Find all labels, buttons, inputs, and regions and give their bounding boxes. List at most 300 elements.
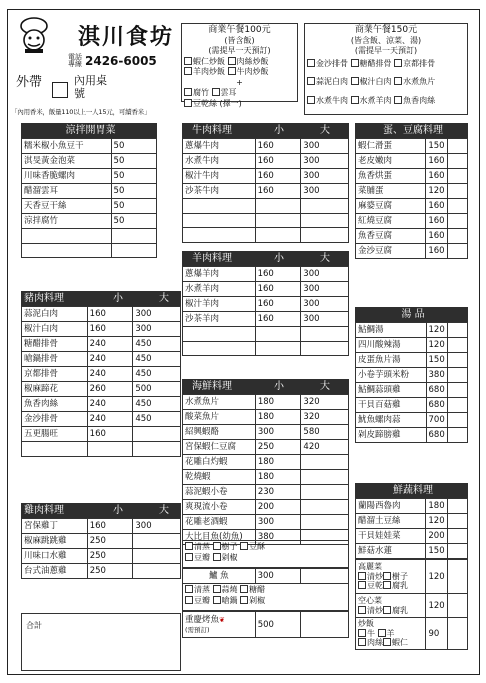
price: 200 xyxy=(426,529,448,544)
option-label: 椒汁白肉 xyxy=(359,77,392,86)
checkbox[interactable] xyxy=(185,585,193,593)
price: 240 xyxy=(87,352,133,367)
menu-row xyxy=(22,442,181,457)
item-name: 椒麻跳跳雞 xyxy=(22,534,88,549)
chicken-section-header xyxy=(21,503,181,518)
fish-cook-options xyxy=(182,540,349,568)
checkbox[interactable] xyxy=(213,553,221,561)
option-label: 豆乾絲 (擇一) xyxy=(193,98,242,108)
checkbox[interactable] xyxy=(351,96,359,104)
item-name: 鮎鯛蒜頭雞 xyxy=(356,383,427,398)
item-name: 椒汁牛肉 xyxy=(183,169,256,184)
item-name: 宮保蝦仁豆腐 xyxy=(183,440,256,455)
item-name: 川味香脆螺肉 xyxy=(22,169,112,184)
option-label: 水煮羊肉 xyxy=(359,95,392,105)
checkbox[interactable] xyxy=(184,57,192,65)
item-name: 天香豆干絲 xyxy=(22,199,112,214)
eel-cook-options xyxy=(182,583,349,611)
checkbox[interactable] xyxy=(213,542,221,550)
item-name: 菜脯蛋 xyxy=(356,184,426,199)
price: 180 xyxy=(255,470,301,485)
price xyxy=(111,243,156,258)
menu-row xyxy=(22,382,181,397)
qty-cell[interactable] xyxy=(448,169,468,184)
price: 380 xyxy=(426,368,448,383)
rice-note: 「內用香米，飯量110以上一人15元，可續香米」 xyxy=(11,108,151,116)
qty-cell[interactable] xyxy=(448,338,468,353)
qty-cell[interactable] xyxy=(448,229,468,244)
price xyxy=(255,199,301,214)
qty-cell[interactable] xyxy=(448,499,468,514)
checkbox[interactable] xyxy=(358,629,366,637)
cold-dishes-section xyxy=(21,123,157,258)
option-label: 糖醋 xyxy=(249,585,266,594)
price: 300 xyxy=(301,282,349,297)
price: 250 xyxy=(255,440,301,455)
price: 120 xyxy=(426,560,448,594)
qty-cell[interactable] xyxy=(448,184,468,199)
qty-cell[interactable] xyxy=(448,413,468,428)
checkbox[interactable] xyxy=(383,572,391,580)
price: 250 xyxy=(87,549,133,564)
price xyxy=(301,341,349,356)
menu-row xyxy=(22,243,157,258)
option-label: 樹子 xyxy=(392,571,408,581)
price xyxy=(301,515,349,530)
option-label: 蝦仁 xyxy=(392,638,408,648)
price: 320 xyxy=(301,395,349,410)
menu-row xyxy=(356,383,468,398)
item-name: 蘭陽西魯肉 xyxy=(356,499,426,514)
option-label: 嗆鍋 xyxy=(221,595,238,605)
menu-row xyxy=(22,199,157,214)
price xyxy=(133,442,181,457)
qty-cell[interactable] xyxy=(448,199,468,214)
item-name: 花雕白灼蝦 xyxy=(183,455,256,470)
price: 50 xyxy=(111,154,156,169)
item-name xyxy=(183,327,256,342)
price: 230 xyxy=(255,485,301,500)
menu-row xyxy=(183,213,349,228)
col-large: 大 xyxy=(320,253,330,264)
combo-150-note: (需提早一天預訂) xyxy=(354,46,418,55)
checkbox[interactable] xyxy=(228,67,236,75)
menu-row xyxy=(22,139,157,154)
item-name: 魚香肉絲 xyxy=(22,397,88,412)
price: 450 xyxy=(133,412,181,427)
checkbox[interactable] xyxy=(358,572,366,580)
price: 160 xyxy=(255,312,301,327)
menu-row xyxy=(356,199,468,214)
col-large: 大 xyxy=(159,505,169,516)
menu-row xyxy=(356,368,468,383)
checkbox[interactable] xyxy=(185,542,193,550)
checkbox[interactable] xyxy=(351,59,359,67)
option-label: 樹子 xyxy=(221,542,238,551)
item-name: 水煮魚片 xyxy=(183,395,256,410)
price: 160 xyxy=(255,184,301,199)
item-name: 水煮牛肉 xyxy=(183,154,256,169)
menu-row xyxy=(22,337,181,352)
checkbox[interactable] xyxy=(378,629,386,637)
checkbox[interactable] xyxy=(307,96,315,104)
price: 680 xyxy=(426,428,448,443)
qty-cell[interactable] xyxy=(448,544,468,559)
store-name: 淇川食坊 xyxy=(78,25,175,50)
option-label: 腐乳 xyxy=(392,581,408,591)
price xyxy=(301,199,349,214)
menu-row xyxy=(22,352,181,367)
section-title: 豬肉料理 xyxy=(24,293,64,304)
checkbox[interactable] xyxy=(185,596,193,604)
item-name: 紅燒豆腐 xyxy=(356,214,426,229)
qty-cell[interactable] xyxy=(448,560,468,594)
menu-row xyxy=(183,341,349,356)
menu-row xyxy=(183,440,349,455)
menu-row xyxy=(356,353,468,368)
item-name xyxy=(183,228,256,243)
section-title: 雞肉料理 xyxy=(24,505,64,516)
qty-cell[interactable] xyxy=(448,514,468,529)
menu-row xyxy=(22,169,157,184)
checkbox[interactable] xyxy=(358,606,366,614)
menu-row xyxy=(183,184,349,199)
item-name: 蔥爆羊肉 xyxy=(183,267,256,282)
price: 240 xyxy=(87,397,133,412)
item-name xyxy=(183,341,256,356)
price: 450 xyxy=(133,397,181,412)
item-name: 宮保雞丁 xyxy=(22,519,88,534)
price xyxy=(301,500,349,515)
item-name: 剁皮蹄膀雞 xyxy=(356,428,427,443)
price xyxy=(255,327,301,342)
item-name xyxy=(183,213,256,228)
menu-row xyxy=(183,395,349,410)
item-name: 乾燒蝦 xyxy=(183,470,256,485)
price: 50 xyxy=(111,184,156,199)
menu-row xyxy=(22,307,181,322)
price: 120 xyxy=(426,323,448,338)
item-name: 嗆鍋排骨 xyxy=(22,352,88,367)
checkbox[interactable] xyxy=(240,596,248,604)
item-name: 椒麻蹄花 xyxy=(22,382,88,397)
price xyxy=(255,213,301,228)
item-name: 沙茶牛肉 xyxy=(183,184,256,199)
checkbox[interactable] xyxy=(383,581,391,589)
option-label: 水煮牛肉 xyxy=(316,95,348,105)
checkbox[interactable] xyxy=(358,638,366,646)
item-name: 醋溜土豆絲 xyxy=(356,514,426,529)
col-small: 小 xyxy=(113,505,123,516)
phone-number: 2426-6005 xyxy=(85,54,157,68)
option-label: 腐竹 xyxy=(193,88,209,97)
price xyxy=(133,564,181,579)
checkbox[interactable] xyxy=(212,88,220,96)
option-label: 魚香肉絲 xyxy=(403,95,436,105)
price: 500 xyxy=(133,382,181,397)
option-label: 蝦仁炒飯 xyxy=(193,56,225,66)
price: 120 xyxy=(426,594,448,618)
price xyxy=(255,228,301,243)
price: 50 xyxy=(111,214,156,229)
checkbox[interactable] xyxy=(240,585,248,593)
price: 160 xyxy=(426,154,448,169)
price: 320 xyxy=(301,410,349,425)
option-label: 豆乾 xyxy=(367,581,383,591)
price: 180 xyxy=(426,499,448,514)
qty-cell[interactable] xyxy=(448,368,468,383)
price: 160 xyxy=(87,307,133,322)
menu-row xyxy=(356,338,468,353)
item-name: 蔥爆牛肉 xyxy=(183,139,256,154)
qty-cell[interactable] xyxy=(448,529,468,544)
combo-100-title: 商業午餐100元 xyxy=(208,25,271,35)
price: 300 xyxy=(301,169,349,184)
menu-row xyxy=(22,154,157,169)
table-number-label: 內用桌號 xyxy=(74,74,107,100)
checkbox[interactable] xyxy=(358,581,366,589)
checkbox[interactable] xyxy=(184,67,192,75)
price: 300 xyxy=(301,267,349,282)
item-name xyxy=(22,243,112,258)
qty-cell[interactable] xyxy=(448,154,468,169)
price: 160 xyxy=(426,229,448,244)
price: 160 xyxy=(255,154,301,169)
menu-row xyxy=(183,154,349,169)
price: 300 xyxy=(301,184,349,199)
qty-cell[interactable] xyxy=(448,383,468,398)
pork-section-header xyxy=(21,291,181,306)
menu-row xyxy=(22,322,181,337)
option-label: 肉絲炒飯 xyxy=(236,56,269,66)
price: 300 xyxy=(255,515,301,530)
price: 300 xyxy=(301,297,349,312)
menu-row xyxy=(356,544,468,559)
price: 50 xyxy=(111,139,156,154)
menu-row xyxy=(183,425,349,440)
checkbox[interactable] xyxy=(185,553,193,561)
menu-row xyxy=(356,244,468,259)
checkbox[interactable] xyxy=(394,96,402,104)
item-name: 爽現流小卷 xyxy=(183,500,256,515)
price: 300 xyxy=(133,307,181,322)
beef-section-header xyxy=(182,123,349,138)
qty-cell[interactable] xyxy=(448,618,468,650)
section-title: 海鮮料理 xyxy=(192,381,232,392)
option-label: 豆瓣 xyxy=(194,595,210,605)
price: 240 xyxy=(87,412,133,427)
item-name: 紹興蝦酪 xyxy=(183,425,256,440)
menu-row xyxy=(22,397,181,412)
option-label: 雲耳 xyxy=(220,88,237,97)
price: 420 xyxy=(301,440,349,455)
menu-row xyxy=(22,427,181,442)
price: 300 xyxy=(301,154,349,169)
checkbox[interactable] xyxy=(351,77,359,85)
price: 180 xyxy=(255,410,301,425)
option-label: 清蒸 xyxy=(194,585,210,594)
menu-row xyxy=(356,514,468,529)
item-name: 酸菜魚片 xyxy=(183,410,256,425)
item-name: 魚香烘蛋 xyxy=(356,169,426,184)
price: 120 xyxy=(426,338,448,353)
checkbox[interactable] xyxy=(228,57,236,65)
price xyxy=(301,470,349,485)
option-label: 羊 xyxy=(386,628,395,638)
item-name: 高麗菜 xyxy=(358,562,382,572)
option-label: 蒜燒 xyxy=(221,585,238,594)
menu-row xyxy=(183,470,349,485)
combo-100-box xyxy=(181,23,298,108)
option-label: 腐乳 xyxy=(392,605,408,615)
price: 680 xyxy=(426,383,448,398)
checkbox[interactable] xyxy=(184,88,192,96)
price: 50 xyxy=(111,199,156,214)
lamb-section-header xyxy=(182,251,349,266)
option-label: 京都排骨 xyxy=(403,58,436,68)
qty-cell[interactable] xyxy=(448,353,468,368)
item-name: 空心菜 xyxy=(358,595,382,605)
menu-row xyxy=(356,184,468,199)
qty-cell[interactable] xyxy=(301,612,349,638)
item-name: 鮮菇水蓮 xyxy=(356,544,426,559)
egg-tofu-section xyxy=(355,123,468,259)
item-name: 蒜泥白肉 xyxy=(22,307,88,322)
qty-cell[interactable] xyxy=(448,214,468,229)
menu-row xyxy=(356,413,468,428)
checkbox[interactable] xyxy=(394,59,402,67)
item-name: 麻婆豆腐 xyxy=(356,199,426,214)
item-name: 皮蛋魚片湯 xyxy=(356,353,427,368)
price: 150 xyxy=(426,544,448,559)
menu-row xyxy=(356,169,468,184)
price: 160 xyxy=(87,519,133,534)
item-name: 四川酸辣湯 xyxy=(356,338,427,353)
section-title: 鮮蔬料理 xyxy=(355,483,468,498)
menu-row xyxy=(183,312,349,327)
item-name: 淇旻黃金泡菜 xyxy=(22,154,112,169)
option-label: 金沙排骨 xyxy=(316,58,348,68)
combo-150-title: 商業午餐150元 xyxy=(354,25,418,35)
option-label: 剁椒 xyxy=(249,595,266,605)
price xyxy=(301,455,349,470)
price xyxy=(111,229,156,244)
item-name: 蝦仁滑蛋 xyxy=(356,139,426,154)
option-label: 糖醋排骨 xyxy=(359,58,392,68)
item-name: 金沙排骨 xyxy=(22,412,88,427)
price: 160 xyxy=(426,244,448,259)
col-small: 小 xyxy=(274,253,284,264)
menu-row xyxy=(356,139,468,154)
qty-cell[interactable] xyxy=(448,244,468,259)
col-large: 大 xyxy=(320,125,330,136)
vegetable-section xyxy=(355,483,468,650)
option-label: 豆酥 xyxy=(249,542,266,551)
qty-cell[interactable] xyxy=(448,139,468,154)
option-label: 豆瓣 xyxy=(194,552,210,562)
price xyxy=(301,327,349,342)
menu-row xyxy=(183,228,349,243)
qty-cell[interactable] xyxy=(448,428,468,443)
checkbox[interactable] xyxy=(213,596,221,604)
preorder-note: (需預訂) xyxy=(185,625,210,634)
checkbox[interactable] xyxy=(383,638,391,646)
item-name: 魷魚螺肉蒜 xyxy=(356,413,427,428)
menu-row xyxy=(356,428,468,443)
menu-row xyxy=(183,297,349,312)
menu-row xyxy=(183,199,349,214)
item-name: 重慶烤魚 xyxy=(185,614,220,625)
price xyxy=(301,485,349,500)
menu-row xyxy=(22,549,181,564)
price: 450 xyxy=(133,337,181,352)
qty-cell[interactable] xyxy=(448,594,468,618)
item-name xyxy=(22,229,112,244)
item-name: 老皮嫩肉 xyxy=(356,154,426,169)
qty-cell[interactable] xyxy=(301,569,349,584)
checkbox[interactable] xyxy=(383,606,391,614)
checkbox[interactable] xyxy=(240,542,248,550)
price: 180 xyxy=(255,395,301,410)
price: 180 xyxy=(255,455,301,470)
checkbox[interactable] xyxy=(394,77,402,85)
price: 300 xyxy=(133,322,181,337)
option-label: 肉絲 xyxy=(367,638,383,648)
price: 150 xyxy=(426,139,448,154)
veg-extra-table xyxy=(355,559,468,650)
price xyxy=(133,549,181,564)
item-name: 涼拌腐竹 xyxy=(22,214,112,229)
total-box[interactable] xyxy=(21,613,181,671)
price: 300 xyxy=(133,519,181,534)
option-label: 清炒 xyxy=(367,605,383,615)
option-label: 清炒 xyxy=(367,571,383,581)
price: 160 xyxy=(87,322,133,337)
menu-row xyxy=(183,327,349,342)
checkbox[interactable] xyxy=(213,585,221,593)
price: 160 xyxy=(255,297,301,312)
phone-label: 電話專線 xyxy=(68,53,82,68)
qty-cell[interactable] xyxy=(448,323,468,338)
item-name: 糖醋排骨 xyxy=(22,337,88,352)
item-name: 干貝娃娃菜 xyxy=(356,529,426,544)
qty-cell[interactable] xyxy=(448,398,468,413)
section-title: 蛋、豆腐料理 xyxy=(355,123,468,138)
col-large: 大 xyxy=(320,381,330,392)
price: 150 xyxy=(426,353,448,368)
menu-row xyxy=(183,500,349,515)
section-title: 涼拌開胃菜 xyxy=(21,123,157,138)
menu-row xyxy=(183,267,349,282)
option-label: 牛 xyxy=(367,628,375,638)
checkbox[interactable] xyxy=(307,77,315,85)
price: 160 xyxy=(426,199,448,214)
checkbox[interactable] xyxy=(184,99,192,107)
item-name: 京都排骨 xyxy=(22,367,88,382)
option-label: 清蒸 xyxy=(194,542,210,551)
menu-row xyxy=(22,184,157,199)
takeout-checkbox[interactable] xyxy=(52,82,68,98)
menu-row xyxy=(183,485,349,500)
price: 160 xyxy=(426,214,448,229)
takeout-label: 外帶 xyxy=(16,75,43,90)
item-name: 醋溜雲耳 xyxy=(22,184,112,199)
price: 160 xyxy=(255,139,301,154)
item-name: 小卷芋頭米粉 xyxy=(356,368,427,383)
checkbox[interactable] xyxy=(307,59,315,67)
item-name: 炒飯 xyxy=(358,619,374,629)
combo-150-sub: (皆含飯、涼菜、湯) xyxy=(350,35,422,45)
